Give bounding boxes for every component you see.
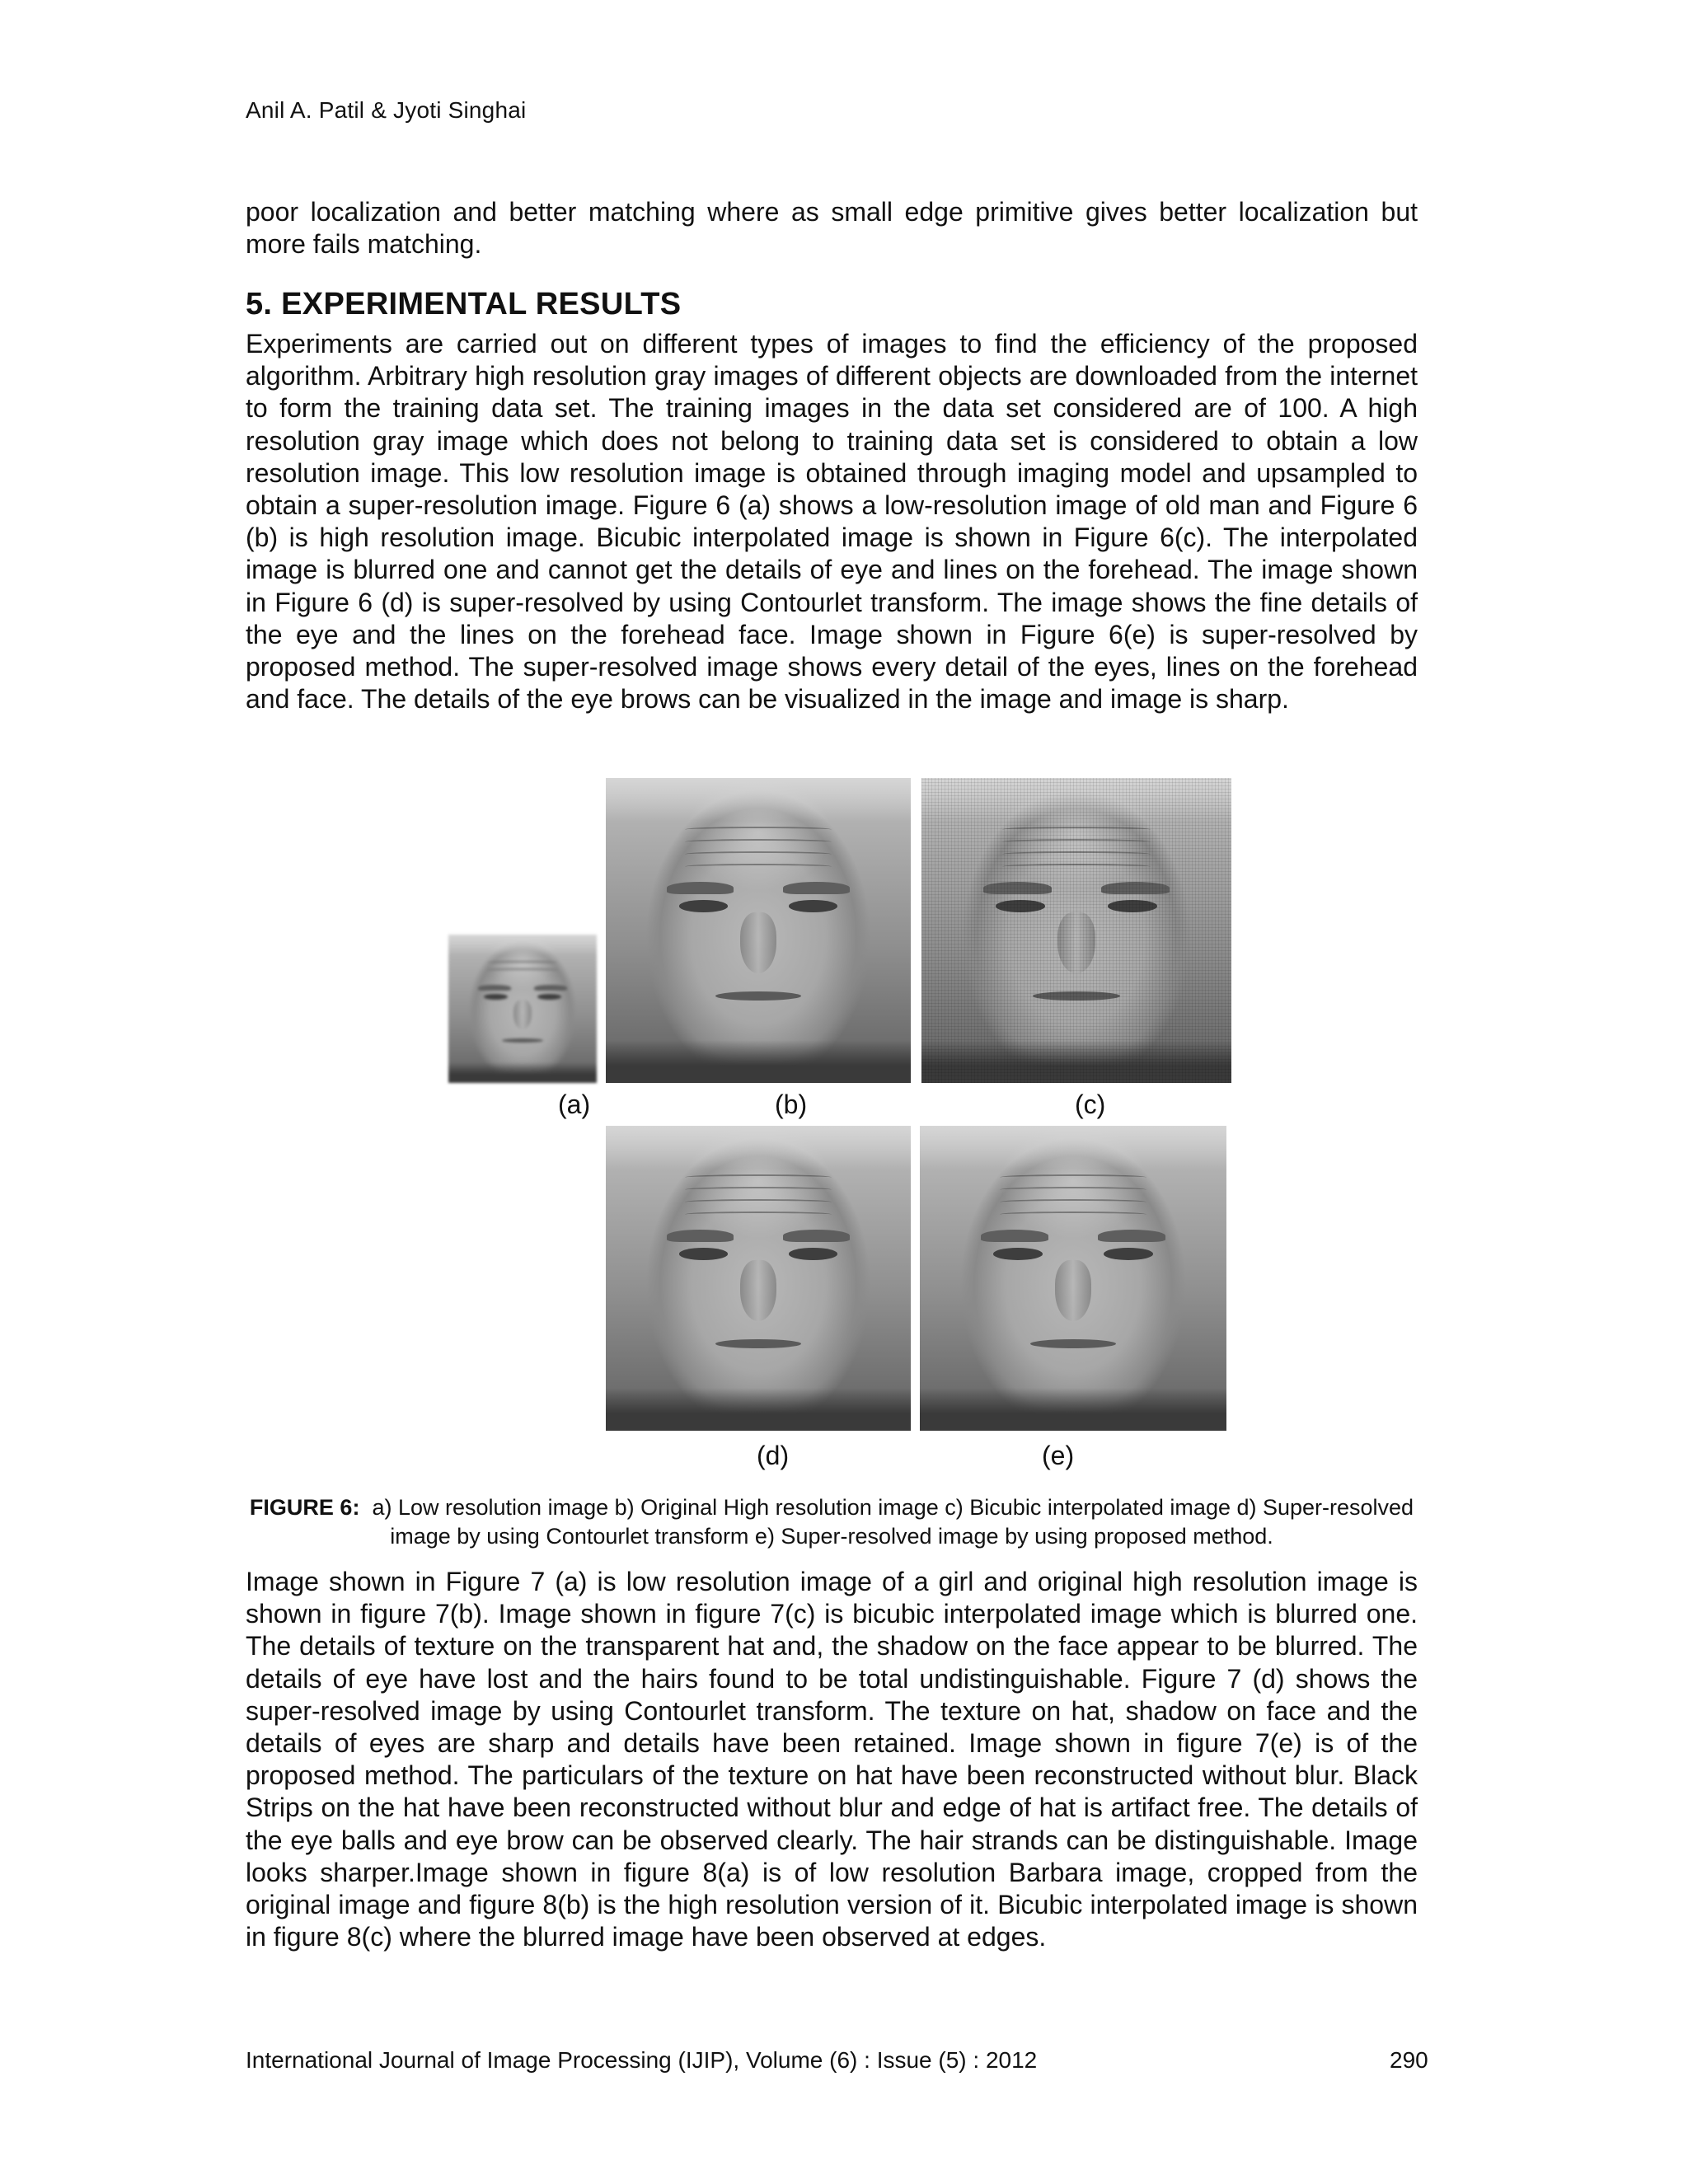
figure-label-d: (d) bbox=[757, 1441, 790, 1470]
figure-image-d-contourlet bbox=[606, 1126, 911, 1431]
footer-page-number: 290 bbox=[1390, 2047, 1428, 2073]
figure-caption-text: a) Low resolution image b) Original High resolution image c) Bicubic interpolated image d) Super-resolved image by using Contourlet transform e) Super-resolved image by using proposed method. bbox=[372, 1495, 1414, 1549]
paragraph-figure7-discussion: Image shown in Figure 7 (a) is low resolution image of a girl and original high resolution image is shown in figure 7(b). Image shown in figure 7(c) is bicubic interpolated image which is blurred one. The details of texture on the transparent hat and, the shadow on the face appear to be blurred. The details of eye have lost and the hairs found to be total undistinguishable. Figure 7 (d) shows the super-resolved image by using Contourlet transform. The texture on hat, shadow on face and the details of eyes are sharp and details have been retained. Image shown in figure 7(e) is of the proposed method. The particulars of the texture on hat have been reconstructed without blur. Black Strips on the hat have been reconstructed without blur and edge of hat is artifact free. The details of the eye balls and eye brow can be observed clearly. The hair strands can be distinguishable. Image looks sharper.Image shown in figure 8(a) is of low resolution Barbara image, cropped from the original image and figure 8(b) is the high resolution version of it. Bicubic interpolated image is shown in figure 8(c) where the blurred image have been observed at edges. bbox=[246, 1567, 1418, 1952]
figure-label-e: (e) bbox=[1042, 1441, 1075, 1470]
footer-journal: International Journal of Image Processing (IJIP), Volume (6) : Issue (5) : 2012 bbox=[246, 2047, 1038, 2073]
figure-image-c-bicubic bbox=[921, 778, 1231, 1083]
paragraph-experiments: Experiments are carried out on different types of images to find the efficiency of the proposed algorithm. Arbitrary high resolution gray images of different objects are downloaded from the internet to form the training data set. The training images in the data set considered are of 100. A high resolution gray image which does not belong to training data set is considered to obtain a low resolution image. This low resolution image is obtained through imaging model and upsampled to obtain a super-resolution image. Figure 6 (a) shows a low-resolution image of old man and Figure 6 (b) is high resolution image. Bicubic interpolated image is shown in Figure 6(c). The interpolated image is blurred one and cannot get the details of eye and lines on the forehead. The image shown in Figure 6 (d) is super-resolved by using Contourlet transform. The image shows the fine details of the eye and the lines on the forehead face. Image shown in Figure 6(e) is super-resolved by proposed method. The super-resolved image shows every detail of the eyes, lines on the forehead and face. The details of the eye brows can be visualized in the image and image is sharp. bbox=[246, 329, 1418, 715]
figure-image-e-proposed bbox=[920, 1126, 1226, 1431]
figure-label-c: (c) bbox=[1075, 1090, 1106, 1119]
figure-label-b: (b) bbox=[775, 1090, 808, 1119]
paragraph-intro: poor localization and better matching where as small edge primitive gives better localization but more fails matching. bbox=[246, 197, 1418, 260]
figure-caption-label: FIGURE 6: bbox=[249, 1495, 360, 1520]
figure-label-a: (a) bbox=[558, 1090, 591, 1119]
figure-caption bbox=[246, 1493, 1418, 1551]
section-heading: 5. EXPERIMENTAL RESULTS bbox=[246, 287, 682, 321]
figure-image-a-low-resolution bbox=[448, 935, 597, 1083]
figure-image-b-original bbox=[606, 778, 911, 1083]
running-head-authors: Anil A. Patil & Jyoti Singhai bbox=[246, 97, 527, 123]
